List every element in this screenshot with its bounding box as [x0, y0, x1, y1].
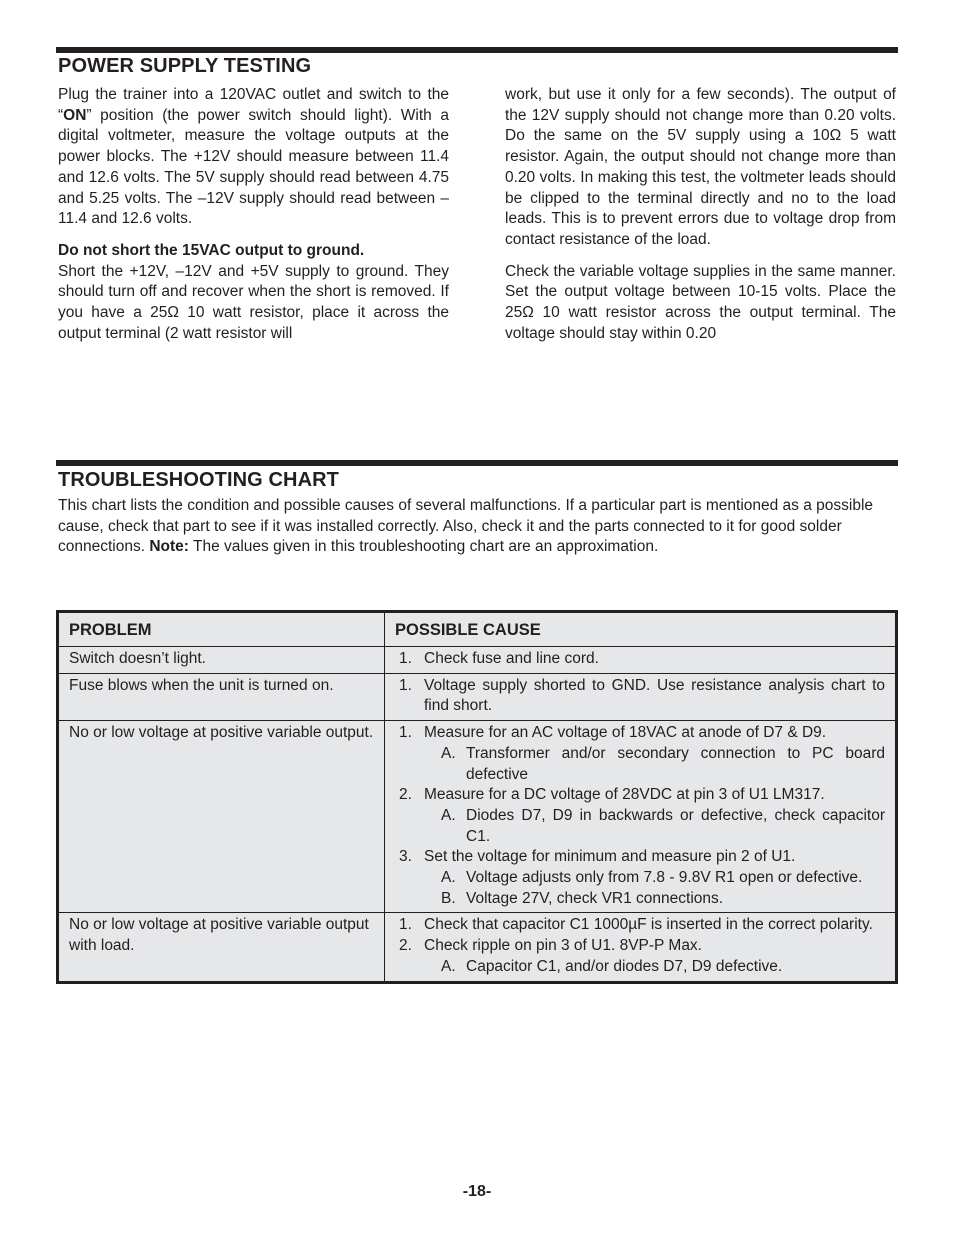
cause-item [395, 847, 885, 868]
right-text-column [505, 85, 896, 344]
troubleshooting-intro: This chart lists the condition and possible causes of several malfunctions. If a particular part is mentioned as a possible cause, check that part to see if it was installed correctly. Also, check it and the parts connected to it for good solder connections. Note: The values given in this troubleshooting chart are an approximation. [58, 497, 874, 556]
cause-number: 1. [399, 916, 412, 934]
sub-cause-list [395, 744, 885, 785]
sub-cause-text: Capacitor C1, and/or diodes D7, D9 defective. [466, 957, 783, 975]
cause-cell [385, 673, 897, 720]
problem-cell: Fuse blows when the unit is turned on. [58, 673, 385, 720]
sub-cause-text: Transformer and/or secondary connection to PC board defective [466, 744, 885, 783]
cause-cell [385, 721, 897, 913]
sub-cause-list [395, 957, 885, 978]
cause-text: Check ripple on pin 3 of U1. 8VP-P Max. [424, 937, 702, 955]
table-row [58, 721, 897, 913]
cause-item [395, 676, 885, 717]
sub-cause-letter: A. [441, 869, 456, 887]
troubleshooting-table [56, 610, 898, 984]
cause-cell [385, 913, 897, 982]
cause-item [395, 915, 885, 936]
problem-column-header: PROBLEM [58, 612, 385, 647]
sub-cause-letter: A. [441, 806, 456, 824]
possible-cause-column-header: POSSIBLE CAUSE [385, 612, 897, 647]
cause-number: 2. [399, 937, 412, 955]
cause-number: 3. [399, 848, 412, 866]
sub-cause-text: Voltage adjusts only from 7.8 - 9.8V R1 open or defective. [466, 869, 863, 887]
cause-text: Measure for a DC voltage of 28VDC at pin 3 of U1 LM317. [424, 786, 825, 804]
cause-text: Check fuse and line cord. [424, 650, 599, 667]
sub-cause-list [395, 806, 885, 847]
troubleshooting-chart-heading: TROUBLESHOOTING CHART [58, 469, 339, 491]
sub-cause-letter: A. [441, 957, 456, 975]
sub-cause-group [395, 806, 885, 847]
sub-cause-text: Voltage 27V, check VR1 connections. [466, 889, 724, 907]
cause-item [395, 649, 885, 670]
sub-cause-item [395, 744, 885, 785]
sub-cause-group [395, 868, 885, 909]
sub-cause-item [395, 868, 885, 889]
cause-list [395, 723, 885, 909]
section-rule [56, 460, 898, 466]
sub-cause-letter: B. [441, 889, 456, 907]
short-test-paragraph: Short the +12V, –12V and +5V supply to ground. They should turn off and recover when the short is removed. If you have a 25Ω 10 watt resistor, place it across the output terminal (2 watt resistor will [58, 262, 449, 342]
sub-cause-item [395, 957, 885, 978]
power-supply-testing-heading: POWER SUPPLY TESTING [58, 55, 312, 77]
table-row [58, 647, 897, 674]
cause-number: 1. [399, 650, 412, 667]
sub-cause-item [395, 889, 885, 910]
table-row [58, 913, 897, 982]
sub-cause-item [395, 806, 885, 847]
cause-list [395, 649, 885, 670]
problem-cell: No or low voltage at positive variable output with load. [58, 913, 385, 982]
problem-cell: Switch doesn’t light. [58, 647, 385, 674]
cause-text: Set the voltage for minimum and measure pin 2 of U1. [424, 848, 796, 866]
cause-list [395, 915, 885, 977]
intro-paragraph: Plug the trainer into a 120VAC outlet and switch to the “ON” position (the power switch should light). With a digital voltmeter, measure the voltage outputs at the power blocks. The +12V should measure between 11.4 and 12.6 volts. The 5V supply should read between 4.75 and 5.25 volts. The –12V supply should read between –11.4 and 12.6 volts. [58, 86, 449, 228]
page-number: -18- [462, 1183, 492, 1200]
sub-cause-letter: A. [441, 744, 456, 762]
sub-cause-group [395, 744, 885, 785]
cause-text: Voltage supply shorted to GND. Use resistance analysis chart to find short. [424, 676, 885, 715]
cause-item [395, 785, 885, 806]
top-rule [56, 47, 898, 53]
cause-item [395, 723, 885, 744]
variable-supply-paragraph: Check the variable voltage supplies in the same manner. Set the output voltage between 10-15 volts. Place the 25Ω 10 watt resistor across the output terminal. The voltage should stay within 0.20 [505, 262, 896, 342]
problem-cell: No or low voltage at positive variable output. [58, 721, 385, 913]
cause-list [395, 676, 885, 717]
cause-text: Check that capacitor C1 1000µF is inserted in the correct polarity. [424, 916, 873, 934]
load-test-paragraph: work, but use it only for a few seconds). The output of the 12V supply should not change more than 0.20 volts. Do the same on the 5V supply using a 10Ω 5 watt resistor. Again, the output should not change more than 0.20 volts. In making this test, the voltmeter leads should be clipped to the terminal directly and no to the load leads. This is to prevent errors due to voltage drop from contact resistance of the load. [505, 86, 896, 248]
cause-cell [385, 647, 897, 674]
cause-number: 1. [399, 676, 412, 694]
cause-item [395, 936, 885, 957]
cause-number: 1. [399, 724, 412, 742]
warning-text: Do not short the 15VAC output to ground. [58, 241, 365, 259]
left-text-column [58, 85, 449, 344]
cause-text: Measure for an AC voltage of 18VAC at anode of D7 & D9. [424, 724, 827, 742]
table-header-row [58, 612, 897, 647]
sub-cause-text: Diodes D7, D9 in backwards or defective, check capacitor C1. [466, 806, 885, 845]
sub-cause-group [395, 957, 885, 978]
table-row [58, 673, 897, 720]
sub-cause-list [395, 868, 885, 909]
cause-number: 2. [399, 786, 412, 804]
